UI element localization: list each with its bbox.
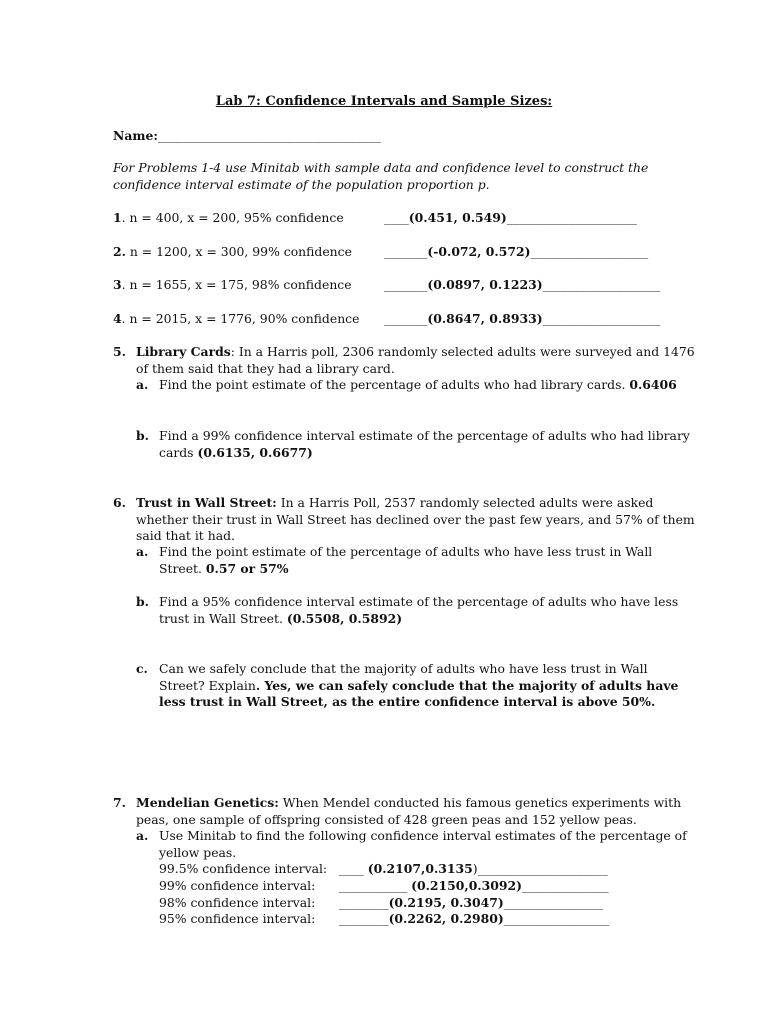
p6-b-label: b.	[136, 594, 149, 609]
problem-7-body	[136, 795, 681, 828]
interval-value: (0.2150,0.3092)	[411, 878, 522, 893]
problem-3	[113, 277, 352, 292]
name-blank: ____________________________________	[157, 128, 381, 143]
blank: )_____________________	[472, 861, 608, 876]
problem-number: 2.	[113, 244, 126, 259]
interval-label-1: 99.5% confidence interval:	[159, 861, 328, 876]
page-title: Lab 7: Confidence Intervals and Sample Sizes:	[215, 94, 553, 109]
name-line	[113, 128, 381, 143]
blank: _____________________	[506, 210, 637, 225]
blank: ________	[339, 911, 389, 926]
interval-answer-2	[339, 878, 609, 893]
problem-5-heading: Library Cards	[136, 344, 231, 359]
problem-3-answer: (0.0897, 0.1223)	[427, 277, 543, 292]
p6-c-label: c.	[136, 661, 148, 676]
interval-answer-1	[339, 861, 608, 876]
problem-1-answer: (0.451, 0.549)	[408, 210, 507, 225]
problem-2	[113, 244, 352, 259]
problem-6-number: 6.	[113, 495, 126, 510]
problem-5-text: of them said that they had a library card.	[136, 360, 395, 376]
problem-number: 1	[113, 210, 122, 225]
question-text: cards	[159, 444, 198, 460]
question-text: Find a 99% confidence interval estimate of the percentage of adults who had library	[159, 428, 690, 443]
question-text: Can we safely conclude that the majority of adults who have less trust in Wall	[159, 661, 648, 676]
blank: ________________	[503, 895, 603, 910]
problem-5-number: 5.	[113, 344, 126, 359]
question-text: Street.	[159, 560, 206, 576]
p6-a-answer: 0.57 or 57%	[205, 560, 289, 576]
question-text: Street? Explain	[159, 677, 256, 693]
problem-number: 3	[113, 277, 122, 292]
p6-a-text	[159, 544, 652, 577]
interval-value: (0.2262, 0.2980)	[388, 911, 504, 926]
problem-7-text: When Mendel conducted his famous genetics experiments with	[278, 795, 682, 810]
problem-3-answer-line	[384, 277, 660, 292]
problem-text: n = 1200, x = 300, 99% confidence	[125, 244, 352, 259]
blank: _______	[384, 311, 428, 326]
p5-b-label: b.	[136, 428, 149, 443]
blank: ____	[339, 861, 368, 876]
p6-a-label: a.	[136, 544, 149, 559]
p6-c-text	[159, 661, 678, 711]
blank: ________	[339, 895, 389, 910]
problem-5-text: : In a Harris poll, 2306 randomly selected adults were surveyed and 1476	[230, 344, 695, 359]
instructions-line-1: For Problems 1-4 use Minitab with sample data and confidence level to construct the	[113, 160, 649, 175]
instructions	[113, 160, 648, 193]
problem-6-text: In a Harris Poll, 2537 randomly selected adults were asked	[276, 495, 654, 510]
problem-text: . n = 2015, x = 1776, 90% confidence	[121, 311, 360, 326]
instructions-line-2: confidence interval estimate of the population proportion p.	[113, 176, 490, 192]
p5-b-answer: (0.6135, 0.6677)	[197, 444, 313, 460]
name-label: Name:	[113, 128, 158, 143]
interval-value: (0.2195, 0.3047)	[388, 895, 504, 910]
problem-6-body	[136, 495, 695, 545]
interval-label-2: 99% confidence interval:	[159, 878, 316, 893]
p7-a-label: a.	[136, 828, 149, 843]
question-text: Use Minitab to find the following confidence interval estimates of the percentage of	[159, 828, 687, 843]
blank: ___________	[339, 878, 412, 893]
question-text: trust in Wall Street.	[159, 610, 287, 626]
problem-text: . n = 400, x = 200, 95% confidence	[121, 210, 344, 225]
interval-answer-3	[339, 895, 603, 910]
p6-c-answer: . Yes, we can safely conclude that the majority of adults have	[255, 677, 679, 693]
question-text: Find the point estimate of the percentage of adults who had library cards.	[159, 377, 630, 392]
problem-6-text: said that it had.	[136, 528, 235, 543]
blank: _________________	[503, 911, 610, 926]
problem-6-text: whether their trust in Wall Street has declined over the past few years, and 57% of them	[136, 511, 695, 527]
blank: ______________	[521, 878, 609, 893]
blank: _______	[384, 277, 428, 292]
interval-label-4: 95% confidence interval:	[159, 911, 316, 926]
p5-a-label: a.	[136, 377, 149, 392]
problem-7-heading: Mendelian Genetics:	[136, 795, 279, 810]
blank: _______	[384, 244, 428, 259]
p5-a-answer: 0.6406	[629, 377, 677, 392]
blank: ____	[384, 210, 409, 225]
p6-b-answer: (0.5508, 0.5892)	[286, 610, 403, 626]
problem-text: . n = 1655, x = 175, 98% confidence	[121, 277, 352, 292]
problem-1	[113, 210, 344, 225]
problem-4-answer-line	[384, 311, 660, 326]
p5-a-text	[159, 377, 677, 392]
question-text: yellow peas.	[159, 844, 237, 860]
question-text: Find a 95% confidence interval estimate of the percentage of adults who have less	[159, 594, 679, 609]
interval-value: (0.2107,0.3135	[367, 861, 473, 876]
blank: ___________________	[542, 277, 661, 292]
problem-6-heading: Trust in Wall Street:	[136, 495, 277, 510]
problem-5-body	[136, 344, 695, 377]
interval-answer-4	[339, 911, 609, 926]
blank: ___________________	[530, 244, 649, 259]
problem-7-text: peas, one sample of offspring consisted of 428 green peas and 152 yellow peas.	[136, 811, 637, 827]
p6-c-answer-cont: less trust in Wall Street, as the entire confidence interval is above 50%.	[159, 694, 656, 709]
problem-4-answer: (0.8647, 0.8933)	[427, 311, 543, 326]
problem-number: 4	[113, 311, 122, 326]
problem-7-number: 7.	[113, 795, 126, 810]
problem-2-answer-line	[384, 244, 648, 259]
p5-b-text	[159, 428, 690, 461]
problem-1-answer-line	[384, 210, 637, 225]
problem-4	[113, 311, 359, 326]
interval-label-3: 98% confidence interval:	[159, 895, 316, 910]
p7-a-text	[159, 828, 687, 861]
p6-b-text	[159, 594, 678, 627]
problem-2-answer: (-0.072, 0.572)	[427, 244, 531, 259]
question-text: Find the point estimate of the percentage of adults who have less trust in Wall	[159, 544, 653, 559]
blank: ___________________	[542, 311, 661, 326]
